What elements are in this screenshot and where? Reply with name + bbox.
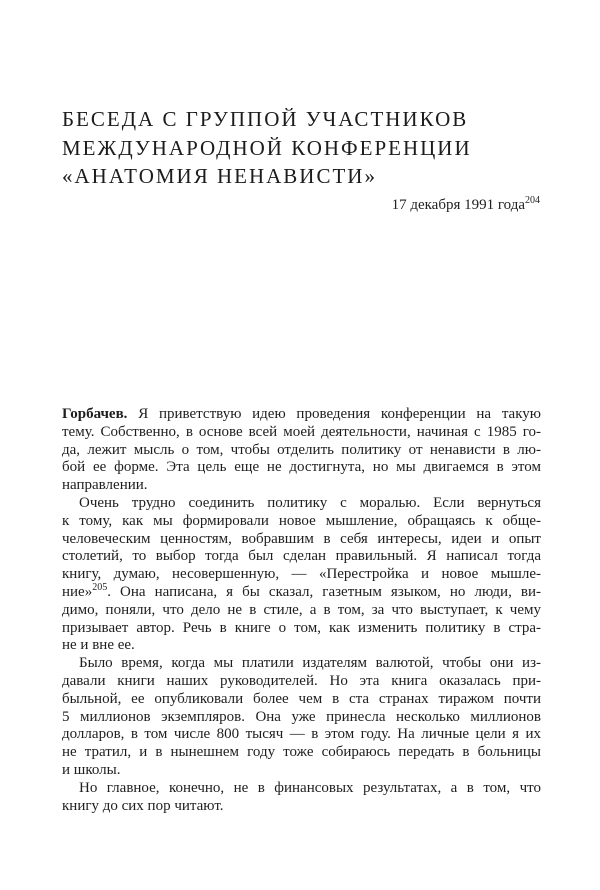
body-line: призывает автор. Речь в книге о том, как изменить политику в стра- <box>62 619 541 636</box>
dateline-text: 17 декабря 1991 года <box>391 197 525 213</box>
footnote-ref-204: 204 <box>525 195 540 206</box>
body-line: 5 миллионов экземпляров. Она уже принесла несколько миллионов <box>62 708 541 725</box>
paragraph <box>62 655 541 780</box>
body-line: быльной, ее опубликовали более чем в ста странах тиражом почти <box>62 690 541 707</box>
chapter-title-line: БЕСЕДА С ГРУППОЙ УЧАСТНИКОВ <box>62 107 469 132</box>
body-line: книгу, думаю, несовершенную, — «Перестройка и новое мышле- <box>62 566 541 583</box>
body-line: не и вне ее. <box>62 637 135 654</box>
body-line: направлении. <box>62 477 148 494</box>
body-line: долларов, в том числе 800 тысяч — в этом году. На личные цели я их <box>62 726 541 743</box>
body-line <box>62 406 541 424</box>
body-line: Но главное, конечно, не в финансовых результатах, а в том, что <box>79 779 541 796</box>
body-line: димо, поняли, что дело не в стиле, а в том, за что выступает, к чему <box>62 601 541 618</box>
body-line: не тратил, и в нынешнем году тоже собираюсь передать в больницы <box>62 744 541 761</box>
body-line: человеческим ценностям, вобравшим в себя интересы, идеи и опыт <box>62 530 541 547</box>
body-line: и школы. <box>62 761 121 778</box>
body-line: книгу до сих пор читают. <box>62 797 224 814</box>
paragraph <box>62 406 541 495</box>
body-line: столетий, то выбор тогда был сделан правильный. Я написал тогда <box>62 548 541 565</box>
body-line: давали книги наших руководителей. Но эта книга оказалась при- <box>62 672 541 689</box>
body-line-text: ние» <box>62 583 93 600</box>
body-line: Было время, когда мы платили издателям валютой, чтобы они из- <box>79 655 541 672</box>
chapter-title-line: МЕЖДУНАРОДНОЙ КОНФЕРЕНЦИИ <box>62 135 472 160</box>
body-line: Очень трудно соединить политику с моралью. Если вернуться <box>79 494 541 511</box>
dateline <box>62 197 540 214</box>
body-line-text: . Она написана, я бы сказал, газетным языком, но люди, ви- <box>107 583 541 600</box>
footnote-ref-205: 205 <box>92 581 108 593</box>
body-text <box>62 406 541 815</box>
chapter-title <box>62 105 542 191</box>
paragraph <box>62 780 541 816</box>
speaker-name: Горбачев. <box>62 406 128 422</box>
body-line: тему. Собственно, в основе всей моей деятельности, начиная с 1985 го- <box>62 423 541 440</box>
body-line-text: Я приветствую идею проведения конференции на такую <box>127 406 541 422</box>
body-line: да, лежит мысль о том, чтобы отделить политику от ненависти в лю- <box>62 441 541 458</box>
chapter-title-line: «АНАТОМИЯ НЕНАВИСТИ» <box>62 164 377 189</box>
body-line: к тому, как мы формировали новое мышление, обращаясь к обще- <box>62 512 541 529</box>
body-line: бой ее форме. Эта цель еще не достигнута, но мы двигаемся в этом <box>62 459 541 476</box>
paragraph <box>62 495 541 655</box>
body-line <box>62 581 541 602</box>
